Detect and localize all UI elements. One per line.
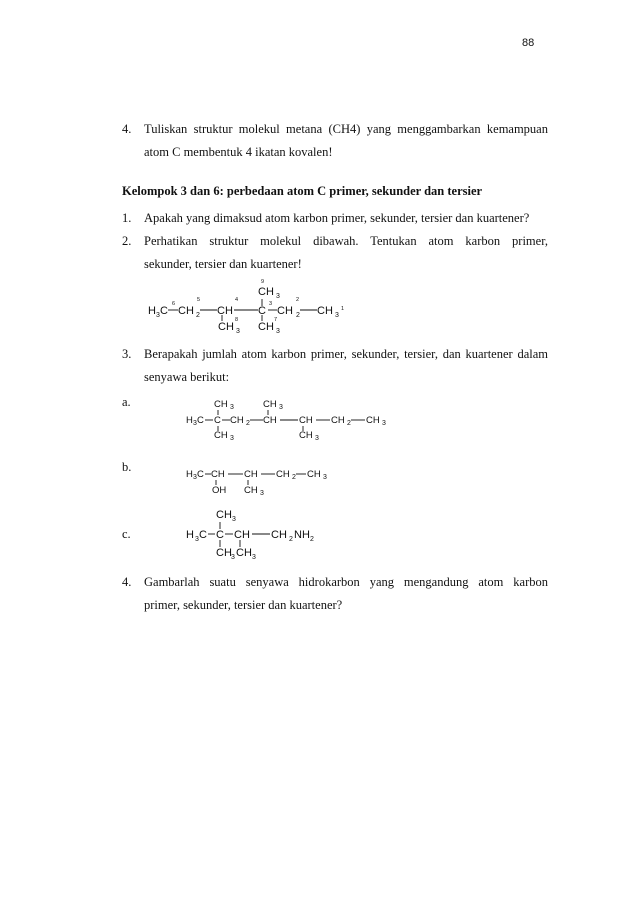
sub-2: 2 [296, 312, 300, 319]
group-ch2: CH [271, 529, 287, 541]
group-ch3-top: CH [216, 509, 232, 521]
q1-number: 1. [122, 211, 132, 225]
group-ch2: CH [277, 305, 293, 317]
sub-3: 3 [260, 490, 264, 497]
group-ch2: CH [230, 415, 244, 426]
q3-line2: senyawa berikut: [144, 370, 230, 384]
sub-2: 2 [289, 536, 293, 543]
item-a-label: a. [122, 395, 131, 409]
group-oh: OH [212, 485, 227, 496]
group-ch2: CH [178, 305, 194, 317]
carbon-number: 2 [296, 297, 300, 303]
group-h: H [186, 469, 193, 480]
group-ch: CH [217, 305, 233, 317]
sub-3: 3 [156, 312, 160, 319]
group-c-quaternary: C [216, 529, 224, 541]
group-ch2: CH [276, 469, 290, 480]
group-ch3-bottom-left: CH [218, 321, 234, 333]
q4-bottom-line1: Gambarlah suatu senyawa hidrokarbon yang mengandung atom karbon [144, 575, 548, 589]
group-ch3-bottom-right: CH [258, 321, 274, 333]
carbon-number: 6 [172, 301, 176, 307]
sub-3: 3 [276, 328, 280, 335]
q4-bottom-line2: primer, sekunder, tersier dan kuartener? [144, 598, 343, 612]
q2-line1: Perhatikan struktur molekul dibawah. Tentukan atom karbon primer, [144, 234, 548, 248]
group-ch: CH [299, 415, 313, 426]
sub-2: 2 [310, 536, 314, 543]
carbon-number: 5 [197, 297, 201, 303]
q4-bottom-number: 4. [122, 575, 132, 589]
group-ch3: CH [317, 305, 333, 317]
sub-3: 3 [231, 554, 235, 561]
group-c: C [160, 305, 168, 317]
carbon-number: 4 [235, 297, 239, 303]
group-c: C [199, 529, 207, 541]
item-b-label: b. [122, 460, 132, 474]
sub-2: 2 [196, 312, 200, 319]
sub-3: 3 [276, 293, 280, 300]
q4-top-line1: Tuliskan struktur molekul metana (CH4) yang menggambarkan kemampuan [144, 122, 548, 136]
group-ch3-bottom: CH [236, 547, 252, 559]
q3-number: 3. [122, 347, 132, 361]
section-heading: Kelompok 3 dan 6: perbedaan atom C primer, sekunder dan tersier [122, 184, 483, 198]
group-ch3-top: CH [258, 286, 274, 298]
page-number: 88 [522, 37, 535, 49]
sub-3: 3 [323, 474, 327, 481]
group-h: H [186, 529, 194, 541]
q4-top-line2: atom C membentuk 4 ikatan kovalen! [144, 145, 333, 159]
group-ch2: CH [331, 415, 345, 426]
group-ch3: CH [307, 469, 321, 480]
group-h: H [186, 415, 193, 426]
group-nh2: NH [294, 529, 310, 541]
carbon-number: 1 [341, 306, 345, 312]
group-c: C [197, 415, 204, 426]
sub-3: 3 [315, 435, 319, 442]
group-ch3-top: CH [214, 399, 228, 410]
sub-3: 3 [193, 474, 197, 481]
sub-3: 3 [382, 420, 386, 427]
group-c-quaternary: C [258, 305, 266, 317]
sub-3: 3 [252, 554, 256, 561]
sub-3: 3 [195, 536, 199, 543]
group-c-quaternary: C [214, 415, 221, 426]
sub-2: 2 [246, 420, 250, 427]
sub-3: 3 [232, 516, 236, 523]
sub-3: 3 [230, 435, 234, 442]
group-ch: CH [211, 469, 225, 480]
sub-3: 3 [335, 312, 339, 319]
group-ch3-bottom: CH [299, 430, 313, 441]
group-ch3-bottom: CH [244, 485, 258, 496]
group-ch3: CH [366, 415, 380, 426]
carbon-number: 8 [235, 317, 239, 323]
sub-3: 3 [230, 404, 234, 411]
group-ch: CH [234, 529, 250, 541]
q1-text: Apakah yang dimaksud atom karbon primer, sekunder, tersier dan kuartener? [144, 211, 530, 225]
group-c: C [197, 469, 204, 480]
q4-top-number: 4. [122, 122, 132, 136]
sub-3: 3 [193, 420, 197, 427]
group-h: H [148, 305, 156, 317]
sub-3: 3 [279, 404, 283, 411]
q3-line1: Berapakah jumlah atom karbon primer, sekunder, tersier, dan kuartener dalam [144, 347, 548, 361]
group-ch: CH [244, 469, 258, 480]
group-ch3-top: CH [263, 399, 277, 410]
q2-number: 2. [122, 234, 132, 248]
sub-3: 3 [236, 328, 240, 335]
carbon-number: 3 [269, 301, 273, 307]
group-ch3-bottom: CH [214, 430, 228, 441]
group-ch3-bottom: CH [216, 547, 232, 559]
item-c-label: c. [122, 527, 131, 541]
carbon-number: 9 [261, 279, 265, 285]
q2-line2: sekunder, tersier dan kuartener! [144, 257, 302, 271]
carbon-number: 7 [274, 317, 278, 323]
sub-2: 2 [292, 474, 296, 481]
sub-2: 2 [347, 420, 351, 427]
group-ch: CH [263, 415, 277, 426]
